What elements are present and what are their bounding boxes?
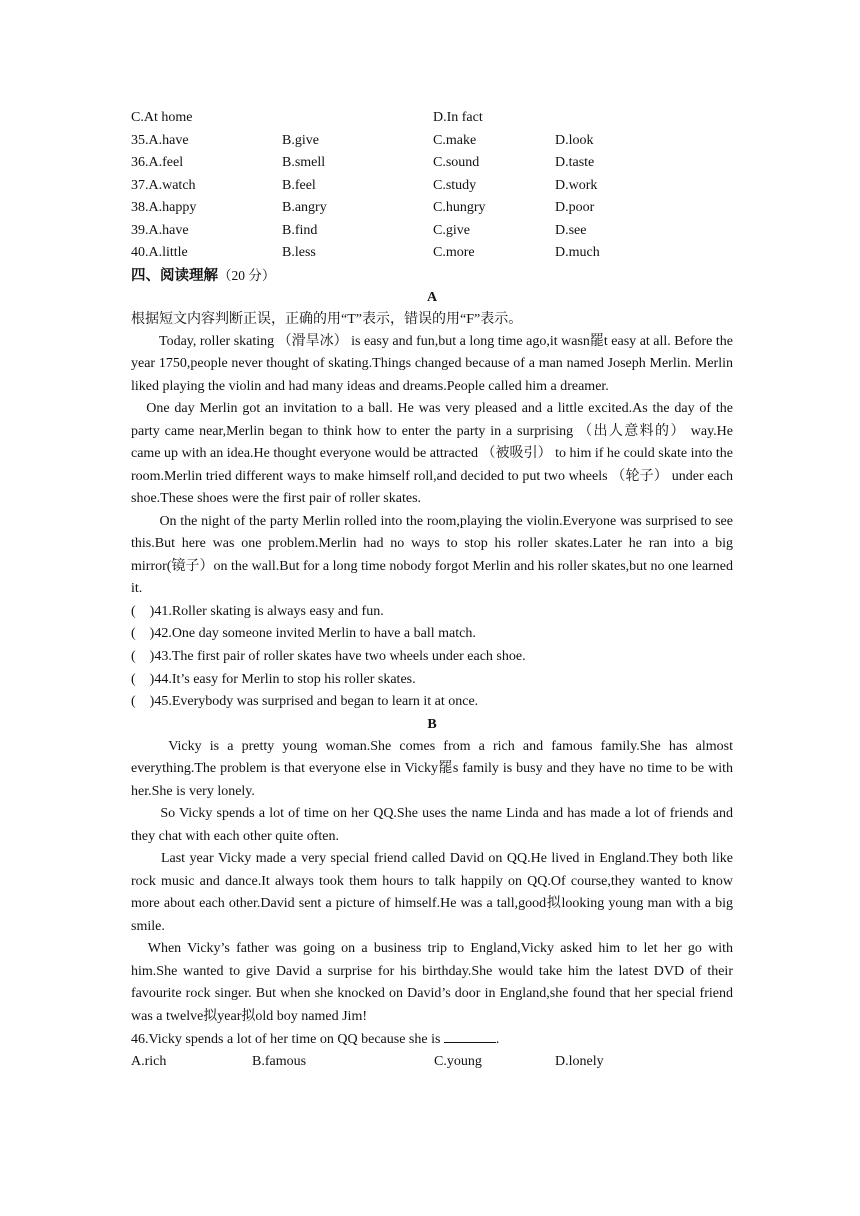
question-42: ( )42.One day someone invited Merlin to have a ball match. <box>131 626 476 642</box>
option-a: 40.A.little <box>131 245 188 260</box>
option-d: D.lonely <box>555 1053 604 1069</box>
answer-blank <box>444 1028 496 1043</box>
option-row <box>131 242 733 265</box>
question-41: ( )41.Roller skating is always easy and fun. <box>131 603 384 619</box>
passage-b-paragraph-2: So Vicky spends a lot of time on her QQ.She uses the name Linda and has made a lot of friends and they chat with each other quite often. <box>131 806 733 844</box>
question-46-text: 46.Vicky spends a lot of her time on QQ because she is <box>131 1032 441 1048</box>
option-a: 37.A.watch <box>131 177 196 193</box>
passage-b-paragraph-4: When Vicky’s father was going on a business trip to England,Vicky asked him to let her go with him.She wanted to give David a surprise for his birthday.She would take him the latest DVD of their favourite rock singer. But when she knocked on David’s door in England,she found that her special friend was a twelve拟year拟old boy named Jim! <box>131 941 733 1024</box>
question-46: 46.Vicky spends a lot of her time on QQ because she is . <box>131 1028 733 1050</box>
section-title: 四、阅读理解 <box>131 267 218 284</box>
passage-a-paragraph-2: One day Merlin got an invitation to a ball. He was very pleased and a little excited.As the day of the party came near,Merlin began to think how to enter the party in a surprising （出人意料的） way.He came up with an idea.He thought everyone would be attracted （被吸引） to him if he could skate into the room.Merlin tried different ways to make himself roll,and decided to put two wheels （轮子） under each shoe.These shoes were the first pair of roller skates. <box>131 401 733 507</box>
passage-b-label: B <box>427 716 437 732</box>
section-heading <box>131 265 733 287</box>
question-43: ( )43.The first pair of roller skates have two wheels under each shoe. <box>131 648 526 664</box>
option-a: 35.A.have <box>131 132 189 148</box>
option-b: B.less <box>282 245 316 260</box>
passage-a-paragraph-1: Today, roller skating （滑旱冰） is easy and fun,but a long time ago,it wasn罷t easy at all. Before the year 1750,people never thought of skating.Things changed because of a man named Joseph Merlin. Merlin liked playing the violin and had many ideas and dreams.People called him a dreamer. <box>131 333 733 394</box>
passage-b-paragraph-1: Vicky is a pretty young woman.She comes from a rich and famous family.She has almost everything.The problem is that everyone else in Vicky罷s family is busy and they have no time to be with her.She is very lonely. <box>131 738 733 799</box>
exam-page <box>131 107 733 1073</box>
option-d: D.see <box>555 222 587 238</box>
question-46-options <box>131 1051 733 1074</box>
passage-a-instruction: 根据短文内容判断正误，正确的用“T”表示，错误的用“F”表示。 <box>131 311 523 327</box>
option-d: D.look <box>555 132 594 148</box>
option-d: D.poor <box>555 200 595 215</box>
passage-a-label: A <box>426 289 438 305</box>
option-d: D.In fact <box>433 110 483 125</box>
option-c: C.young <box>434 1053 482 1069</box>
option-c: C.make <box>433 132 477 148</box>
option-a: A.rich <box>131 1053 167 1069</box>
passage-a-paragraph-3: On the night of the party Merlin rolled into the room,playing the violin.Everyone was surprised to see this.But here was one problem.Merlin had no ways to stop his roller skates.Later he ran into a big mirror(镜子）on the wall.But for a long time nobody forgot Merlin and his roller skates,but no one learned it. <box>131 513 733 597</box>
option-row <box>131 220 733 243</box>
option-b: B.angry <box>282 200 327 215</box>
option-d: D.taste <box>555 155 595 170</box>
option-c: C.hungry <box>433 200 486 215</box>
question-45: ( )45.Everybody was surprised and began to learn it at once. <box>131 694 479 710</box>
option-b: B.feel <box>282 177 316 193</box>
option-row <box>131 130 733 153</box>
option-a: 39.A.have <box>131 222 189 238</box>
option-a: 38.A.happy <box>131 200 197 215</box>
section-points: （20 分） <box>218 267 276 283</box>
option-a: 36.A.feel <box>131 155 184 170</box>
option-d: D.much <box>555 245 600 260</box>
option-c: C.give <box>433 222 470 238</box>
option-c: C.study <box>433 177 477 193</box>
option-row <box>131 175 733 198</box>
question-44: ( )44.It’s easy for Merlin to stop his roller skates. <box>131 671 416 687</box>
option-c: C.more <box>433 245 475 260</box>
passage-b-paragraph-3: Last year Vicky made a very special friend called David on QQ.He lived in England.They both like rock music and dance.It always took them hours to talk happily on QQ.Of course,they wanted to know more about each other.David sent a picture of himself.He was a tall,good拟looking young man with a big smile. <box>131 851 733 934</box>
option-b: B.famous <box>252 1053 307 1069</box>
option-d: D.work <box>555 177 598 193</box>
option-row <box>131 107 733 130</box>
option-c: C.sound <box>433 155 480 170</box>
option-c: C.At home <box>131 110 193 125</box>
option-row <box>131 197 733 220</box>
option-row <box>131 152 733 175</box>
option-b: B.find <box>282 222 318 238</box>
option-b: B.give <box>282 132 319 148</box>
option-b: B.smell <box>282 155 326 170</box>
